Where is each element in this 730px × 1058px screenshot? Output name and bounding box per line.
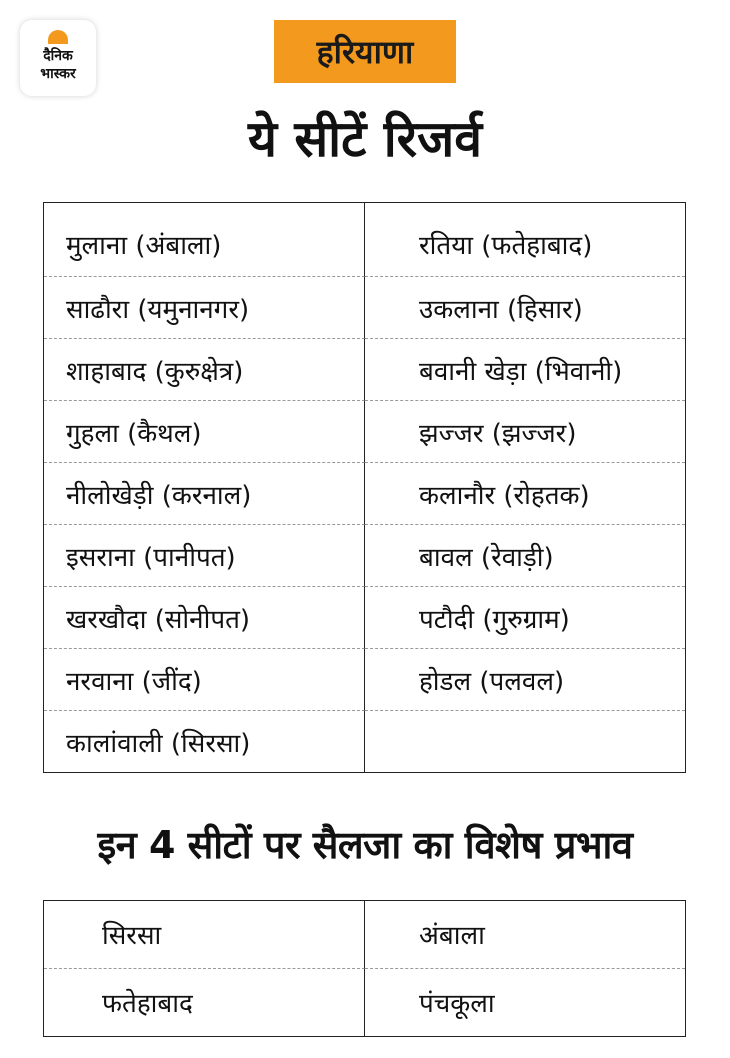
reserved-seat-right-cell: होडल (पलवल) [365, 649, 685, 711]
influence-seat-left-cell: फतेहाबाद [44, 969, 365, 1037]
reserved-seat-left-cell: गुहला (कैथल) [44, 401, 365, 463]
reserved-seat-left-cell: खरखौदा (सोनीपत) [44, 587, 365, 649]
reserved-seat-left-cell: मुलाना (अंबाला) [44, 203, 365, 277]
reserved-seats-table [43, 202, 686, 773]
reserved-seat-right-cell: पटौदी (गुरुग्राम) [365, 587, 685, 649]
reserved-seat-right-cell: झज्जर (झज्जर) [365, 401, 685, 463]
reserved-seat-right-cell: उकलाना (हिसार) [365, 277, 685, 339]
reserved-seat-left-cell: कालांवाली (सिरसा) [44, 711, 365, 773]
dainik-bhaskar-logo [20, 20, 96, 96]
page-title: ये सीटें रिजर्व [247, 110, 483, 168]
reserved-seat-right-cell: कलानौर (रोहतक) [365, 463, 685, 525]
logo-text-line2: भास्कर [40, 66, 76, 82]
reserved-seat-left-cell: शाहाबाद (कुरुक्षेत्र) [44, 339, 365, 401]
influence-seat-left-cell: सिरसा [44, 901, 365, 969]
reserved-seat-left-cell: इसराना (पानीपत) [44, 525, 365, 587]
state-tag: हरियाणा [274, 20, 456, 83]
influence-seats-table [43, 900, 686, 1037]
sun-logo-icon [48, 30, 68, 44]
reserved-seat-left-cell: साढौरा (यमुनानगर) [44, 277, 365, 339]
reserved-seat-right-cell [365, 711, 685, 773]
reserved-seat-left-cell: नरवाना (जींद) [44, 649, 365, 711]
logo-text-line1: दैनिक [43, 48, 73, 64]
reserved-seat-right-cell: बवानी खेड़ा (भिवानी) [365, 339, 685, 401]
influence-seat-right-cell: अंबाला [365, 901, 685, 969]
reserved-seat-right-cell: रतिया (फतेहाबाद) [365, 203, 685, 277]
influence-seat-right-cell: पंचकूला [419, 989, 495, 1020]
reserved-seat-left-cell: नीलोखेड़ी (करनाल) [44, 463, 365, 525]
reserved-seat-right-cell: बावल (रेवाड़ी) [365, 525, 685, 587]
section-subtitle: इन 4 सीटों पर सैलजा का विशेष प्रभाव [97, 823, 633, 867]
